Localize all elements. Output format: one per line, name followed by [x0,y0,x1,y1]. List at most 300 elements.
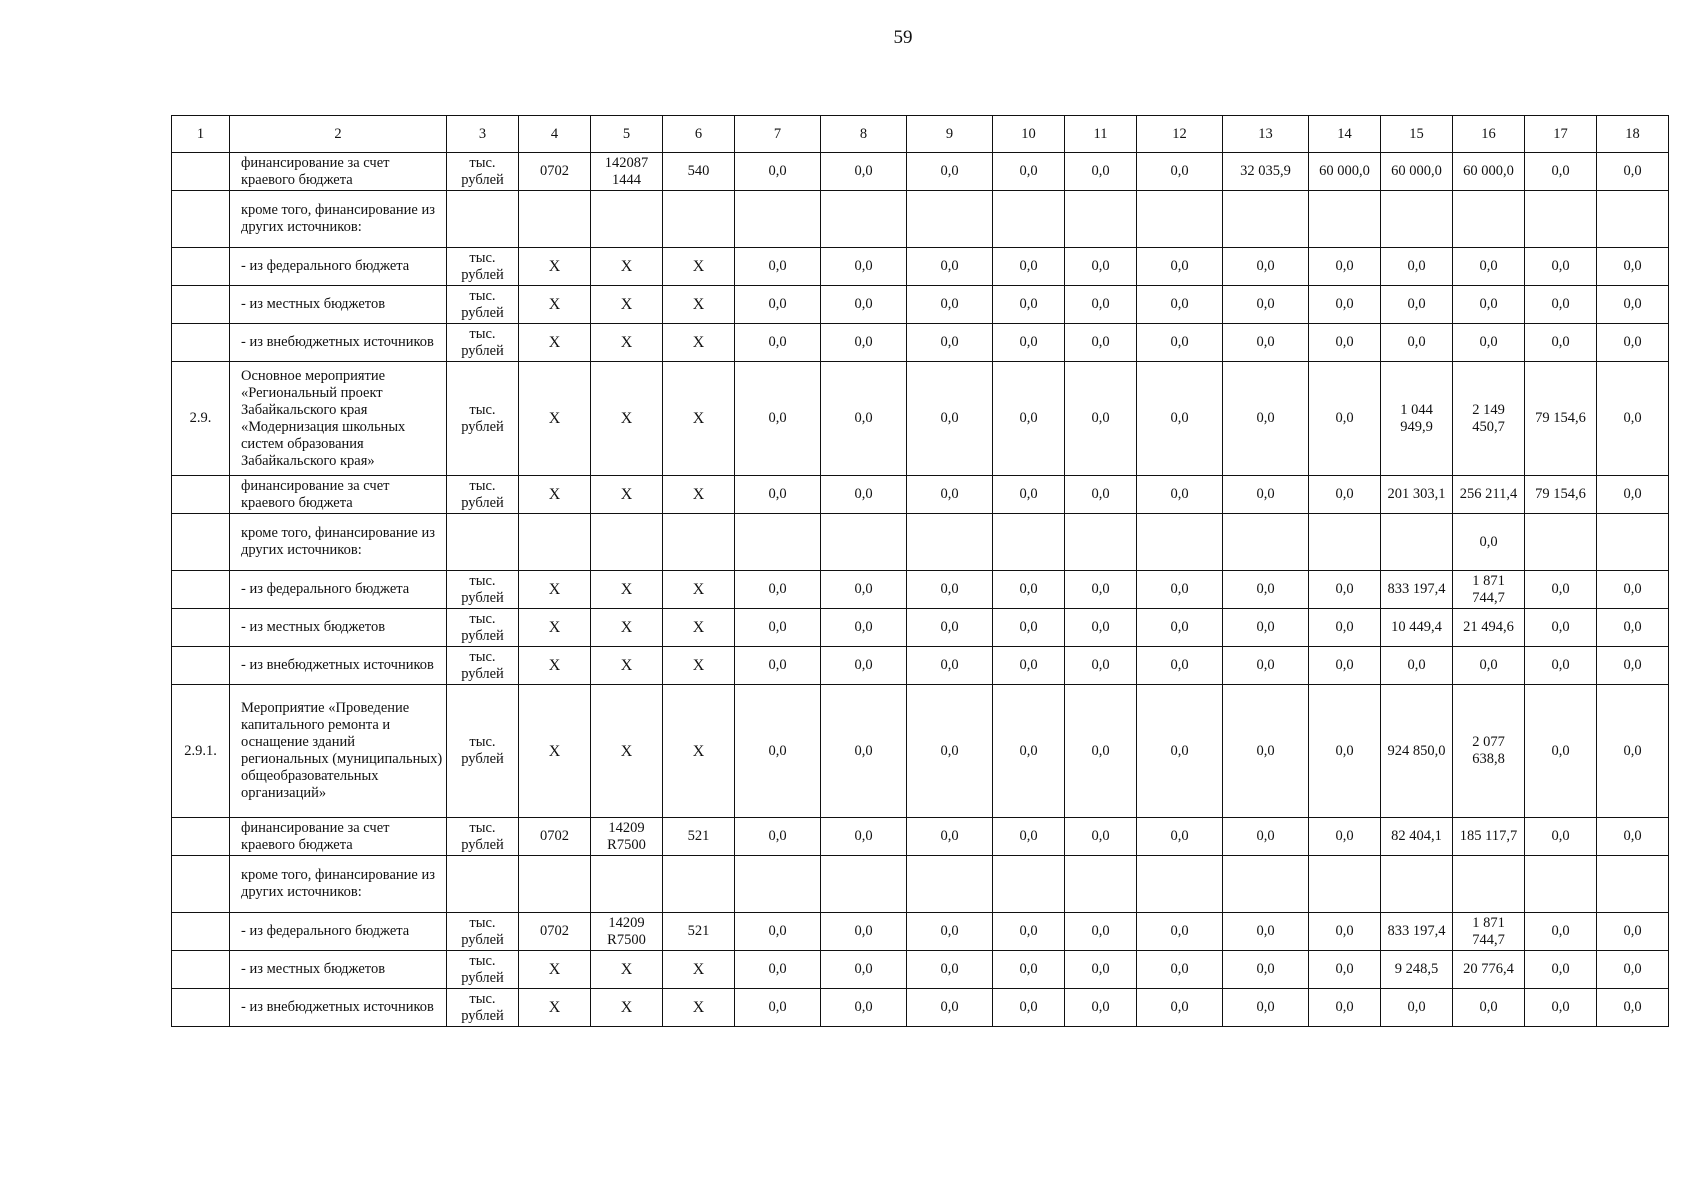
cell-col-9: 0,0 [907,476,993,514]
cell-col-14: 0,0 [1309,818,1381,856]
header-cell-4: 4 [519,116,591,153]
header-cell-17: 17 [1525,116,1597,153]
table-row [172,951,1669,989]
cell-col-14: 0,0 [1309,362,1381,476]
table-row [172,476,1669,514]
cell-col-13: 0,0 [1223,248,1309,286]
cell-col-3: тыс. рублей [447,685,519,818]
cell-col-6: X [663,989,735,1027]
table-row [172,647,1669,685]
cell-col-15: 1 044 949,9 [1381,362,1453,476]
table-row [172,571,1669,609]
cell-col-5: X [591,989,663,1027]
cell-col-4: X [519,476,591,514]
cell-col-7: 0,0 [735,153,821,191]
header-cell-10: 10 [993,116,1065,153]
cell-col-2: - из местных бюджетов [230,286,447,324]
cell-col-8: 0,0 [821,818,907,856]
cell-col-8: 0,0 [821,609,907,647]
table-row [172,153,1669,191]
cell-col-17: 0,0 [1525,647,1597,685]
cell-col-10: 0,0 [993,685,1065,818]
header-cell-6: 6 [663,116,735,153]
table-row [172,324,1669,362]
cell-col-5: X [591,647,663,685]
cell-col-18: 0,0 [1597,818,1669,856]
cell-col-4: X [519,989,591,1027]
header-cell-14: 14 [1309,116,1381,153]
cell-col-11: 0,0 [1065,609,1137,647]
cell-col-12: 0,0 [1137,609,1223,647]
cell-col-8: 0,0 [821,324,907,362]
cell-col-1 [172,153,230,191]
cell-col-17: 0,0 [1525,153,1597,191]
table-row [172,818,1669,856]
cell-col-2: - из федерального бюджета [230,913,447,951]
cell-col-5: X [591,951,663,989]
cell-col-2: кроме того, финансирование из других источников: [230,514,447,571]
cell-col-9 [907,514,993,571]
cell-col-1 [172,989,230,1027]
cell-col-2: - из федерального бюджета [230,248,447,286]
cell-col-14: 0,0 [1309,609,1381,647]
cell-col-6: X [663,951,735,989]
header-cell-15: 15 [1381,116,1453,153]
cell-col-9: 0,0 [907,685,993,818]
cell-col-8: 0,0 [821,476,907,514]
cell-col-15 [1381,191,1453,248]
cell-col-5: X [591,248,663,286]
cell-col-7: 0,0 [735,476,821,514]
cell-col-9 [907,191,993,248]
cell-col-14: 0,0 [1309,324,1381,362]
cell-col-16: 0,0 [1453,286,1525,324]
cell-col-4: X [519,248,591,286]
cell-col-3: тыс. рублей [447,989,519,1027]
cell-col-11: 0,0 [1065,248,1137,286]
cell-col-3: тыс. рублей [447,571,519,609]
cell-col-6: 521 [663,913,735,951]
cell-col-11: 0,0 [1065,818,1137,856]
cell-col-13: 0,0 [1223,286,1309,324]
cell-col-17: 0,0 [1525,609,1597,647]
cell-col-3: тыс. рублей [447,476,519,514]
cell-col-16: 0,0 [1453,989,1525,1027]
header-row [172,116,1669,153]
cell-col-1 [172,476,230,514]
cell-col-16: 1 871 744,7 [1453,913,1525,951]
header-cell-13: 13 [1223,116,1309,153]
cell-col-11 [1065,856,1137,913]
cell-col-9: 0,0 [907,286,993,324]
cell-col-4 [519,856,591,913]
cell-col-16: 2 077 638,8 [1453,685,1525,818]
cell-col-10: 0,0 [993,609,1065,647]
cell-col-10: 0,0 [993,647,1065,685]
cell-col-10: 0,0 [993,951,1065,989]
cell-col-5: X [591,324,663,362]
cell-col-6: X [663,647,735,685]
cell-col-7: 0,0 [735,286,821,324]
cell-col-4 [519,191,591,248]
cell-col-1: 2.9. [172,362,230,476]
cell-col-16: 0,0 [1453,324,1525,362]
cell-col-10 [993,191,1065,248]
cell-col-1 [172,286,230,324]
cell-col-14: 0,0 [1309,647,1381,685]
cell-col-6: X [663,248,735,286]
cell-col-15: 201 303,1 [1381,476,1453,514]
cell-col-3: тыс. рублей [447,647,519,685]
cell-col-2: - из внебюджетных источников [230,324,447,362]
cell-col-9: 0,0 [907,951,993,989]
cell-col-16: 0,0 [1453,647,1525,685]
cell-col-8: 0,0 [821,951,907,989]
cell-col-13: 0,0 [1223,647,1309,685]
cell-col-3: тыс. рублей [447,324,519,362]
cell-col-6: X [663,286,735,324]
cell-col-11: 0,0 [1065,951,1137,989]
cell-col-9: 0,0 [907,248,993,286]
cell-col-7: 0,0 [735,685,821,818]
cell-col-1: 2.9.1. [172,685,230,818]
cell-col-11: 0,0 [1065,286,1137,324]
cell-col-14: 0,0 [1309,248,1381,286]
cell-col-7: 0,0 [735,248,821,286]
cell-col-14 [1309,514,1381,571]
cell-col-8: 0,0 [821,913,907,951]
cell-col-6 [663,856,735,913]
cell-col-3: тыс. рублей [447,609,519,647]
cell-col-18: 0,0 [1597,951,1669,989]
header-cell-1: 1 [172,116,230,153]
cell-col-9: 0,0 [907,324,993,362]
cell-col-17: 0,0 [1525,951,1597,989]
cell-col-5: X [591,476,663,514]
cell-col-12: 0,0 [1137,153,1223,191]
cell-col-2: финансирование за счет краевого бюджета [230,476,447,514]
cell-col-15: 0,0 [1381,989,1453,1027]
cell-col-6: X [663,476,735,514]
header-cell-3: 3 [447,116,519,153]
cell-col-14 [1309,856,1381,913]
cell-col-14: 0,0 [1309,685,1381,818]
cell-col-14: 0,0 [1309,913,1381,951]
cell-col-10 [993,514,1065,571]
budget-table [171,115,1669,1027]
cell-col-17: 79 154,6 [1525,362,1597,476]
cell-col-14: 0,0 [1309,571,1381,609]
cell-col-10: 0,0 [993,818,1065,856]
cell-col-1 [172,324,230,362]
cell-col-15 [1381,514,1453,571]
cell-col-13: 0,0 [1223,476,1309,514]
cell-col-2: финансирование за счет краевого бюджета [230,153,447,191]
table-row [172,514,1669,571]
cell-col-4: X [519,286,591,324]
cell-col-7: 0,0 [735,647,821,685]
cell-col-15: 60 000,0 [1381,153,1453,191]
cell-col-13: 0,0 [1223,818,1309,856]
header-cell-5: 5 [591,116,663,153]
header-cell-12: 12 [1137,116,1223,153]
table-row [172,989,1669,1027]
cell-col-9: 0,0 [907,362,993,476]
cell-col-1 [172,951,230,989]
cell-col-13: 0,0 [1223,362,1309,476]
cell-col-8 [821,514,907,571]
cell-col-1 [172,856,230,913]
cell-col-9: 0,0 [907,609,993,647]
cell-col-9 [907,856,993,913]
cell-col-7: 0,0 [735,951,821,989]
cell-col-12 [1137,191,1223,248]
cell-col-12: 0,0 [1137,286,1223,324]
cell-col-12: 0,0 [1137,951,1223,989]
cell-col-16 [1453,191,1525,248]
cell-col-16: 1 871 744,7 [1453,571,1525,609]
header-cell-2: 2 [230,116,447,153]
cell-col-7: 0,0 [735,818,821,856]
cell-col-14: 0,0 [1309,286,1381,324]
cell-col-15: 924 850,0 [1381,685,1453,818]
cell-col-8: 0,0 [821,286,907,324]
cell-col-17: 0,0 [1525,818,1597,856]
header-cell-16: 16 [1453,116,1525,153]
cell-col-17 [1525,191,1597,248]
cell-col-16 [1453,856,1525,913]
cell-col-5: X [591,362,663,476]
cell-col-4: X [519,685,591,818]
cell-col-8: 0,0 [821,647,907,685]
table-row [172,913,1669,951]
cell-col-5 [591,856,663,913]
cell-col-9: 0,0 [907,153,993,191]
cell-col-6: X [663,571,735,609]
cell-col-12: 0,0 [1137,571,1223,609]
cell-col-10 [993,856,1065,913]
cell-col-5: X [591,609,663,647]
cell-col-18: 0,0 [1597,989,1669,1027]
cell-col-18: 0,0 [1597,362,1669,476]
cell-col-2: - из местных бюджетов [230,951,447,989]
cell-col-12: 0,0 [1137,362,1223,476]
cell-col-10: 0,0 [993,248,1065,286]
cell-col-15: 10 449,4 [1381,609,1453,647]
cell-col-3: тыс. рублей [447,248,519,286]
cell-col-17: 0,0 [1525,248,1597,286]
cell-col-17: 0,0 [1525,571,1597,609]
cell-col-2: - из внебюджетных источников [230,989,447,1027]
cell-col-6: X [663,362,735,476]
cell-col-5: X [591,286,663,324]
cell-col-6 [663,191,735,248]
cell-col-18: 0,0 [1597,685,1669,818]
cell-col-13: 32 035,9 [1223,153,1309,191]
cell-col-11 [1065,514,1137,571]
cell-col-14: 0,0 [1309,476,1381,514]
cell-col-4 [519,514,591,571]
cell-col-14: 60 000,0 [1309,153,1381,191]
cell-col-18: 0,0 [1597,647,1669,685]
cell-col-5: 14209 R7500 [591,913,663,951]
cell-col-10: 0,0 [993,362,1065,476]
cell-col-18 [1597,856,1669,913]
cell-col-8 [821,856,907,913]
cell-col-13: 0,0 [1223,913,1309,951]
cell-col-1 [172,647,230,685]
cell-col-9: 0,0 [907,818,993,856]
cell-col-13 [1223,856,1309,913]
cell-col-7: 0,0 [735,362,821,476]
header-cell-18: 18 [1597,116,1669,153]
cell-col-12: 0,0 [1137,476,1223,514]
cell-col-12: 0,0 [1137,913,1223,951]
cell-col-7: 0,0 [735,324,821,362]
cell-col-7: 0,0 [735,609,821,647]
cell-col-11: 0,0 [1065,685,1137,818]
cell-col-9: 0,0 [907,571,993,609]
cell-col-10: 0,0 [993,913,1065,951]
cell-col-16: 20 776,4 [1453,951,1525,989]
cell-col-12: 0,0 [1137,647,1223,685]
cell-col-12 [1137,856,1223,913]
table-row [172,248,1669,286]
cell-col-13: 0,0 [1223,571,1309,609]
cell-col-12: 0,0 [1137,248,1223,286]
header-cell-11: 11 [1065,116,1137,153]
cell-col-15: 82 404,1 [1381,818,1453,856]
cell-col-1 [172,609,230,647]
cell-col-12: 0,0 [1137,989,1223,1027]
cell-col-9: 0,0 [907,913,993,951]
cell-col-15: 0,0 [1381,286,1453,324]
cell-col-18 [1597,514,1669,571]
cell-col-18: 0,0 [1597,286,1669,324]
cell-col-10: 0,0 [993,989,1065,1027]
cell-col-2: Мероприятие «Проведение капитального ремонта и оснащение зданий региональных (муниципальных) общеобразовательных организаций» [230,685,447,818]
cell-col-5 [591,514,663,571]
cell-col-4: 0702 [519,913,591,951]
cell-col-12: 0,0 [1137,685,1223,818]
cell-col-15: 0,0 [1381,647,1453,685]
table-row [172,685,1669,818]
cell-col-5: 14209 R7500 [591,818,663,856]
cell-col-3: тыс. рублей [447,913,519,951]
cell-col-12 [1137,514,1223,571]
cell-col-2: кроме того, финансирование из других источников: [230,856,447,913]
cell-col-11 [1065,191,1137,248]
cell-col-4: X [519,324,591,362]
cell-col-4: X [519,362,591,476]
cell-col-16: 60 000,0 [1453,153,1525,191]
cell-col-2: - из федерального бюджета [230,571,447,609]
cell-col-15: 833 197,4 [1381,571,1453,609]
cell-col-13 [1223,191,1309,248]
cell-col-1 [172,191,230,248]
table-body [172,116,1669,1027]
table-row [172,362,1669,476]
cell-col-13: 0,0 [1223,685,1309,818]
cell-col-17 [1525,856,1597,913]
cell-col-13: 0,0 [1223,951,1309,989]
cell-col-14: 0,0 [1309,989,1381,1027]
cell-col-18: 0,0 [1597,571,1669,609]
cell-col-3: тыс. рублей [447,286,519,324]
cell-col-17: 0,0 [1525,913,1597,951]
cell-col-3: тыс. рублей [447,362,519,476]
cell-col-5: X [591,685,663,818]
cell-col-17: 0,0 [1525,324,1597,362]
cell-col-18: 0,0 [1597,913,1669,951]
cell-col-12: 0,0 [1137,818,1223,856]
cell-col-4: X [519,609,591,647]
cell-col-18: 0,0 [1597,324,1669,362]
cell-col-5: X [591,571,663,609]
cell-col-8: 0,0 [821,989,907,1027]
cell-col-14 [1309,191,1381,248]
table-row [172,286,1669,324]
cell-col-11: 0,0 [1065,362,1137,476]
cell-col-1 [172,248,230,286]
cell-col-2: Основное мероприятие «Региональный проект Забайкальского края «Модернизация школьных систем образования Забайкальского края» [230,362,447,476]
cell-col-13 [1223,514,1309,571]
cell-col-6: X [663,609,735,647]
cell-col-8: 0,0 [821,685,907,818]
cell-col-11: 0,0 [1065,571,1137,609]
cell-col-16: 0,0 [1453,248,1525,286]
cell-col-8: 0,0 [821,571,907,609]
cell-col-13: 0,0 [1223,324,1309,362]
cell-col-11: 0,0 [1065,647,1137,685]
cell-col-10: 0,0 [993,153,1065,191]
cell-col-2: финансирование за счет краевого бюджета [230,818,447,856]
cell-col-13: 0,0 [1223,609,1309,647]
cell-col-9: 0,0 [907,647,993,685]
table-row [172,609,1669,647]
cell-col-3: тыс. рублей [447,153,519,191]
cell-col-6 [663,514,735,571]
cell-col-4: 0702 [519,153,591,191]
cell-col-11: 0,0 [1065,476,1137,514]
header-cell-8: 8 [821,116,907,153]
cell-col-4: X [519,571,591,609]
cell-col-10: 0,0 [993,286,1065,324]
cell-col-11: 0,0 [1065,989,1137,1027]
cell-col-16: 2 149 450,7 [1453,362,1525,476]
cell-col-1 [172,818,230,856]
cell-col-8: 0,0 [821,248,907,286]
cell-col-16: 185 117,7 [1453,818,1525,856]
cell-col-17: 0,0 [1525,685,1597,818]
cell-col-18: 0,0 [1597,153,1669,191]
cell-col-15 [1381,856,1453,913]
cell-col-15: 0,0 [1381,248,1453,286]
cell-col-4: 0702 [519,818,591,856]
cell-col-2: кроме того, финансирование из других источников: [230,191,447,248]
cell-col-5 [591,191,663,248]
cell-col-13: 0,0 [1223,989,1309,1027]
cell-col-17 [1525,514,1597,571]
cell-col-1 [172,571,230,609]
cell-col-16: 0,0 [1453,514,1525,571]
cell-col-7 [735,191,821,248]
table-row [172,856,1669,913]
cell-col-8: 0,0 [821,153,907,191]
cell-col-16: 21 494,6 [1453,609,1525,647]
cell-col-7 [735,514,821,571]
cell-col-2: - из местных бюджетов [230,609,447,647]
